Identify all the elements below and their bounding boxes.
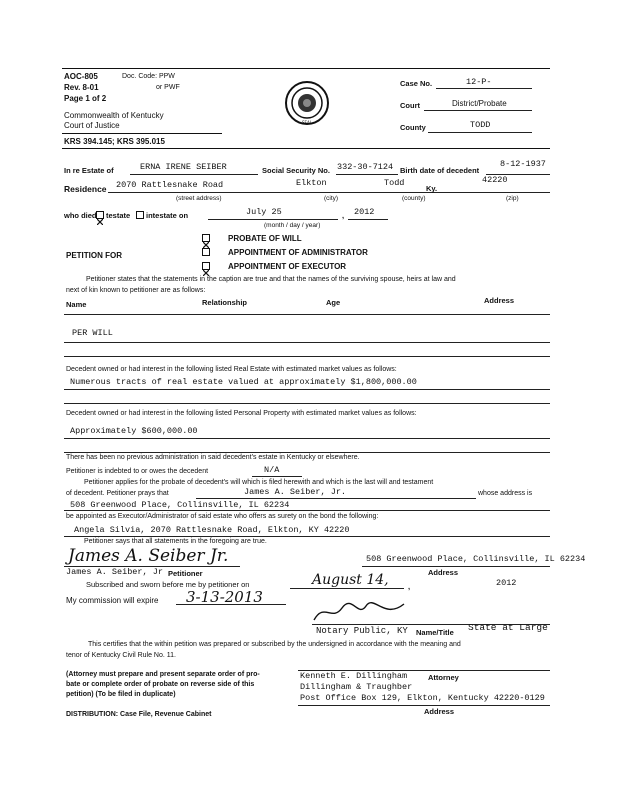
surety-value: Angela Silvia, 2070 Rattlesnake Road, Elkton, KY 42220 — [74, 525, 350, 535]
whose-address-label: whose address is — [478, 490, 533, 497]
doc-code: Doc. Code: PPW — [122, 73, 175, 80]
ssn-value: 332-30-7124 — [337, 162, 394, 172]
firm-address: Post Office Box 129, Elkton, Kentucky 42220-0129 — [300, 693, 545, 703]
birth-label: Birth date of decedent — [400, 166, 480, 175]
executor-address: 508 Greenwood Place, Collinsville, IL 62234 — [70, 500, 290, 510]
revision: Rev. 8-01 — [64, 83, 99, 92]
residence-label: Residence — [64, 184, 107, 194]
notary-title: Notary Public, KY — [316, 626, 408, 636]
col-address: Address — [484, 296, 515, 305]
administrator-checkbox[interactable] — [202, 248, 210, 256]
option-probate: PROBATE OF WILL — [228, 234, 302, 243]
applies-line-2: of decedent. Petitioner prays that — [66, 490, 169, 497]
certify-line-2: tenor of Kentucky Civil Rule No. 11. — [66, 652, 176, 659]
attorney-note-1: (Attorney must prepare and present separate order of pro- — [66, 671, 260, 678]
petition-for-label: PETITION FOR — [66, 251, 122, 260]
county-caption: (county) — [402, 195, 426, 202]
court-value: District/Probate — [452, 99, 507, 108]
sworn-date: August 14, — [312, 572, 389, 588]
form-number: AOC-805 — [64, 72, 98, 81]
zip-caption: (zip) — [506, 195, 519, 202]
petitioner-name: James A. Seiber, Jr — [66, 567, 163, 577]
residence-city: Elkton — [296, 178, 327, 188]
real-estate-value: Numerous tracts of real estate valued at approximately $1,800,000.00 — [70, 377, 417, 387]
comma-2: , — [408, 582, 411, 591]
case-no-value: 12-P- — [466, 77, 492, 87]
statement-line-1: Petitioner states that the statements in the caption are true and that the names of the surviving spouse, heirs at law and — [86, 276, 456, 283]
date-caption: (month / day / year) — [264, 222, 321, 229]
option-administrator: APPOINTMENT OF ADMINISTRATOR — [228, 248, 368, 257]
personal-property-label: Decedent owned or had interest in the following listed Personal Property with estimated market values as follows: — [66, 410, 417, 417]
residence-county: Todd — [384, 178, 405, 188]
page-indicator: Page 1 of 2 — [64, 94, 107, 103]
no-previous-administration: There has been no previous administration in said decedent's estate in Kentucky or elsewhere. — [66, 454, 360, 461]
intestate-checkbox[interactable] — [136, 211, 144, 219]
decedent-name: ERNA IRENE SEIBER — [140, 162, 227, 172]
in-re-label: In re Estate of — [64, 166, 114, 175]
street-caption: (street address) — [176, 195, 222, 202]
testate-label: testate — [106, 211, 131, 220]
applies-line-1: Petitioner applies for the probate of decedent's will which is filed herewith and which is the last will and testament — [84, 479, 434, 486]
commission-label: My commission will expire — [66, 596, 159, 605]
distribution: DISTRIBUTION: Case File, Revenue Cabinet — [66, 711, 212, 718]
petitioner-signature: James A. Seiber Jr. — [68, 546, 229, 566]
intestate-label: intestate on — [146, 211, 189, 220]
court-label: Court — [400, 101, 420, 110]
appointed-as: be appointed as Executor/Administrator of said estate who offers as surety on the bond the following: — [66, 513, 379, 520]
county-label: County — [400, 123, 426, 132]
indebted-label: Petitioner is indebted to or owes the decedent — [66, 468, 209, 475]
real-estate-label: Decedent owned or had interest in the following listed Real Estate with estimated market values as follows: — [66, 366, 397, 373]
svg-text:SEAL: SEAL — [301, 120, 313, 125]
heirs-value: PER WILL — [72, 328, 113, 338]
petitioner-address: 508 Greenwood Place, Collinsville, IL 62234 — [366, 554, 586, 564]
option-executor: APPOINTMENT OF EXECUTOR — [228, 262, 347, 271]
attorney-note-3: petition) (To be filed in duplicate) — [66, 691, 176, 698]
firm-address-label: Address — [424, 707, 455, 716]
ssn-label: Social Security No. — [262, 166, 330, 175]
city-caption: (city) — [324, 195, 339, 202]
case-no-label: Case No. — [400, 79, 433, 88]
attorney-name: Kenneth E. Dillingham — [300, 671, 408, 681]
commission-date: 3-13-2013 — [186, 588, 263, 606]
personal-property-value: Approximately $600,000.00 — [70, 426, 198, 436]
statutes: KRS 394.145; KRS 395.015 — [64, 137, 165, 146]
sworn-year: 2012 — [496, 578, 517, 588]
death-year: 2012 — [354, 207, 375, 217]
attorney-label: Attorney — [428, 673, 459, 682]
kentucky-seal-icon — [284, 80, 330, 126]
comma: , — [342, 211, 345, 220]
indebted-value: N/A — [264, 465, 280, 475]
executor-checkbox[interactable] — [202, 262, 210, 270]
statements-true: Petitioner says that all statements in the foregoing are true. — [84, 538, 267, 545]
notary-signature-icon — [312, 600, 408, 624]
agency-commonwealth: Commonwealth of Kentucky — [64, 111, 164, 120]
attorney-note-2: bate or complete order of probate on reverse side of this — [66, 681, 255, 688]
col-name: Name — [66, 300, 87, 309]
died-label: who died — [64, 211, 97, 220]
testate-checkbox[interactable] — [96, 211, 104, 219]
petitioner-label: Petitioner — [168, 569, 203, 578]
col-relationship: Relationship — [202, 298, 248, 307]
probate-checkbox[interactable] — [202, 234, 210, 242]
name-title-label: Name/Title — [416, 628, 454, 637]
statement-line-2: next of kin known to petitioner are as follows: — [66, 287, 206, 294]
birth-date: 8-12-1937 — [500, 159, 546, 169]
certify-line-1: This certifies that the within petition was prepared or subscribed by the undersigned in accordance with the meaning and — [88, 641, 461, 648]
address-label: Address — [428, 568, 459, 577]
col-age: Age — [326, 298, 341, 307]
agency-court: Court of Justice — [64, 121, 120, 130]
county-value: TODD — [470, 120, 491, 130]
notary-state: State at Large — [468, 622, 548, 633]
sworn-statement: Subscribed and sworn before me by petitioner on — [86, 580, 250, 589]
firm-name: Dillingham & Traughber — [300, 682, 413, 692]
doc-code-alt: or PWF — [156, 84, 180, 91]
residence-zip: 42220 — [482, 175, 508, 185]
executor-name: James A. Seiber, Jr. — [244, 487, 347, 497]
death-month-day: July 25 — [246, 207, 282, 217]
residence-street: 2070 Rattlesnake Road — [116, 180, 224, 190]
state-label: Ky. — [426, 184, 438, 193]
